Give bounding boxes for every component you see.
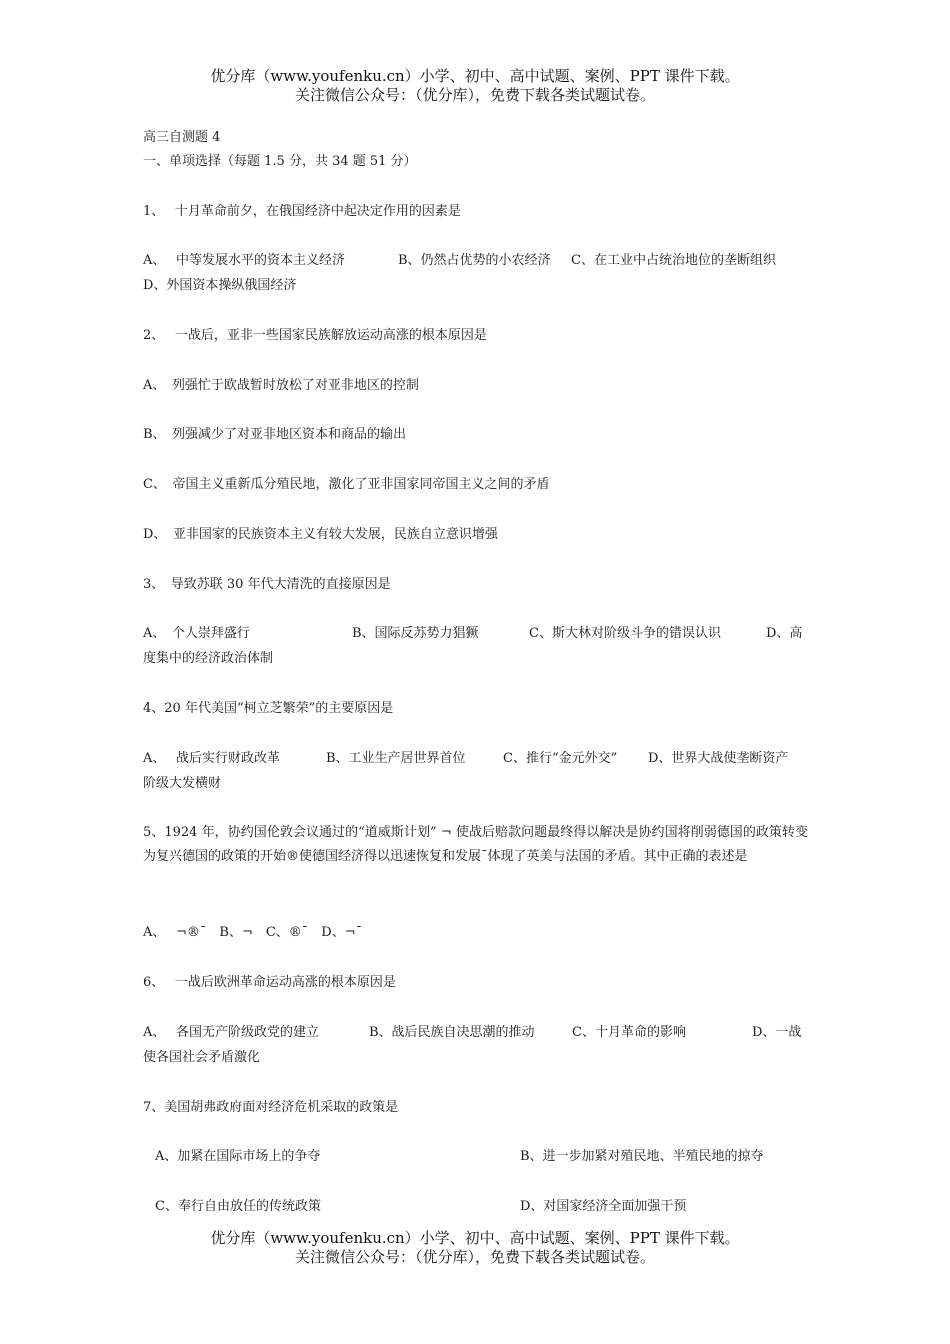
q3-option-d-part1: D、高 xyxy=(766,626,803,641)
q6-option-c: C、十月革命的影响 xyxy=(572,1025,686,1040)
q6-option-a: A、 各国无产阶级政党的建立 xyxy=(143,1025,320,1040)
header-line-2: 关注微信公众号：（优分库），免费下载各类试题试卷。 xyxy=(294,86,655,104)
q4-option-a: A、 战后实行财政改革 xyxy=(143,751,281,766)
q6-option-b: B、战后民族自决思潮的推动 xyxy=(369,1025,535,1040)
q3-option-c: C、斯大林对阶级斗争的错误认识 xyxy=(529,626,721,641)
q6-option-d-part1: D、一战 xyxy=(752,1025,802,1040)
question-5-stem: 5、1924 年，协约国伦敦会议通过的“道威斯计划” ¬ 使战后赔款问题最终得以解决是协约国将削弱德国的政策转变为复兴德国的政策的开始®使德国经济得以迅速恢复和发展¯体现了英美与法国的矛盾。其中正确的表述是 xyxy=(143,825,808,864)
q3-option-a: A、 个人崇拜盛行 xyxy=(143,626,250,641)
question-1-stem: 1、 十月革命前夕，在俄国经济中起决定作用的因素是 xyxy=(143,204,461,219)
q4-option-c: C、推行“金元外交” xyxy=(503,751,618,766)
q7-option-c: C、奉行自由放任的传统政策 xyxy=(155,1199,321,1214)
q5-options: A、 ¬®¯ B、¬ C、®¯ D、¬¯ xyxy=(143,925,363,940)
q3-option-b: B、国际反苏势力猖獗 xyxy=(352,626,479,641)
section-heading: 一、单项选择（每题 1.5 分，共 34 题 51 分） xyxy=(143,154,417,169)
q7-option-d: D、对国家经济全面加强干预 xyxy=(520,1199,687,1214)
q6-option-d-part2: 使各国社会矛盾激化 xyxy=(143,1050,261,1065)
q2-option-c: C、 帝国主义重新瓜分殖民地，激化了亚非国家同帝国主义之间的矛盾 xyxy=(143,477,550,492)
q2-option-b: B、 列强减少了对亚非地区资本和商品的输出 xyxy=(143,427,407,442)
q7-option-b: B、进一步加紧对殖民地、半殖民地的掠夺 xyxy=(520,1149,764,1164)
header-line-1: 优分库（www.youfenku.cn）小学、初中、高中试题、案例、PPT 课件下载。 xyxy=(210,67,740,85)
q2-option-a: A、 列强忙于欧战暂时放松了对亚非地区的控制 xyxy=(143,378,419,393)
q1-option-a: A、 中等发展水平的资本主义经济 xyxy=(143,253,346,268)
footer-line-2: 关注微信公众号：（优分库），免费下载各类试题试卷。 xyxy=(294,1248,655,1266)
q1-option-d: D、外国资本操纵俄国经济 xyxy=(143,278,297,293)
page-header-top xyxy=(0,67,950,105)
q4-option-d-part1: D、世界大战使垄断资产 xyxy=(648,751,789,766)
page-footer xyxy=(0,1229,950,1267)
question-4-stem: 4、20 年代美国“柯立芝繁荣”的主要原因是 xyxy=(143,701,394,716)
doc-title: 高三自测题 4 xyxy=(143,130,221,145)
q1-option-b: B、仍然占优势的小农经济 xyxy=(398,253,551,268)
question-2-stem: 2、 一战后，亚非一些国家民族解放运动高涨的根本原因是 xyxy=(143,328,487,343)
q4-option-d-part2: 阶级大发横财 xyxy=(143,776,222,791)
footer-line-1: 优分库（www.youfenku.cn）小学、初中、高中试题、案例、PPT 课件下载。 xyxy=(210,1229,740,1247)
question-7-stem: 7、美国胡弗政府面对经济危机采取的政策是 xyxy=(143,1100,399,1115)
q7-option-a: A、加紧在国际市场上的争夺 xyxy=(155,1149,321,1164)
question-6-stem: 6、 一战后欧洲革命运动高涨的根本原因是 xyxy=(143,975,396,990)
q4-option-b: B、工业生产居世界首位 xyxy=(326,751,466,766)
q3-option-d-part2: 度集中的经济政治体制 xyxy=(143,651,274,666)
q1-option-c: C、在工业中占统治地位的垄断组织 xyxy=(571,253,776,268)
q2-option-d: D、 亚非国家的民族资本主义有较大发展，民族自立意识增强 xyxy=(143,527,498,542)
question-3-stem: 3、 导致苏联 30 年代大清洗的直接原因是 xyxy=(143,577,391,592)
